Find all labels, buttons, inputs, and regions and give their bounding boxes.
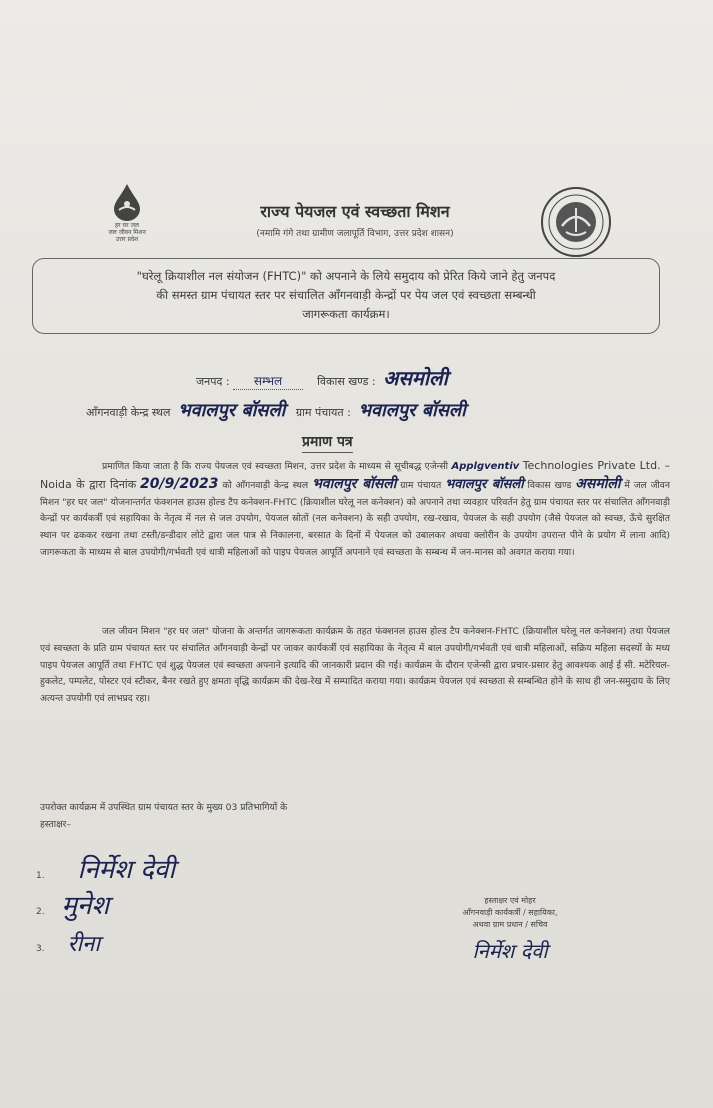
sign-block-line-2: आँगनवाड़ी कार्यकर्त्री / सहायिका, <box>462 908 558 917</box>
jal-jeevan-mission-logo <box>92 182 162 243</box>
centre-name: भवालपुर बॉसली <box>311 475 397 492</box>
logo-text-3: उत्तर प्रदेश <box>115 236 139 243</box>
certificate-paragraph-1 <box>40 458 670 562</box>
participant-3-signature: रीना <box>67 932 101 957</box>
participant-2-num: 2. <box>36 907 45 917</box>
block-name: असमोली <box>575 475 621 492</box>
p2-text: जल जीवन मिशन "हर घर जल" योजना के अन्तर्गत जागरूकता कार्यक्रम के तहत फंक्शनल हाउस होल्ड टैप कनेक्शन-FHTC (क्रियाशील घरेलू नल कनेक्शन) तथा पेयजल एवं स्वच्छता के प्रति ग्राम पंचायत स्तर पर संचालित आँगनवाड़ी केन्द्रों पर जाकर कार्यकर्त्री एवं सहायिका के नेतृत्व में बाल उपयोगी/गर्भवती एवं धात्री महिलाओं, सक्रिय महिला सदस्यों के मध्य पाइप पेयजल आपूर्ति तथा FHTC एवं शुद्ध पेयजल एवं स्वच्छता अपनाने इत्यादि की जानकारी प्रदान की गई। कार्यक्रम के दौरान एजेन्सी द्वारा प्रचार-प्रसार हेतु आवश्यक आई ई सी. मटेरियल-हुकलेट, पम्पलेट, पोस्टर एवं स्टीकर, बैनर रखते हुए क्षमता वृद्धि कार्यक्रम की देख-रेख में सम्पादित कराया गया। कार्यक्रम पेयजल एवं स्वच्छता से सम्बन्धित होने के साथ ही जन-समुदाय के लिए अत्यन्त उपयोगी एवं लाभप्रद रहा। <box>40 626 670 705</box>
p3-text-b: हस्ताक्षर– <box>40 818 72 830</box>
gram-panchayat-label: ग्राम पंचायत : <box>295 406 351 419</box>
official-sign-block <box>430 895 590 963</box>
participant-1 <box>36 850 175 886</box>
certificate-paragraph-3 <box>40 800 670 834</box>
p1-text-f: में जल जीवन मिशन "हर घर जल" योजनान्तर्गत फंक्शनल हाउस होल्ड टैप कनेक्शन-FHTC (क्रियाशील घरेलू नल कनेक्शन) को अपनाने तथा व्यवहार परिवर्तन हेतु ग्राम पंचायत स्तर पर संचालित आँगनवाड़ी केन्द्रों पर कार्यकर्त्री एवं सहायिका के नेतृत्व में नल से जल उपयोग, पेयजल स्रोतों (नल कनेक्शन) के सही उपयोग, रख-रखाव, पेयजल के सही उपयोग (जैसे पेयजल को स्वच्छ, ऊँचे सुरक्षित स्थान पर ढककर रखना तथा टस्ती/डन्डीदार लोटे द्वारा जल पात्र से निकालना, बरसात के दिनों में पेयजल को उबालकर अथवा क्लोरीन के उपयोग उपरान्त पीने के प्रयोग में लाना आदि) जागरूकता के माध्यम से बाल उपयोगी/गर्भवती एवं धात्री महिलाओं को पाइप पेयजल आपूर्ति अपनाने एवं स्वच्छता के सम्बन्ध में जन-मानस को अवगत कराया गया। <box>40 479 671 558</box>
gp-name: भवालपुर बॉसली <box>445 476 524 492</box>
p1-text-d: ग्राम पंचायत <box>400 479 442 491</box>
certificate-heading: प्रमाण पत्र <box>302 432 353 453</box>
page-title: राज्य पेयजल एवं स्वच्छता मिशन <box>260 202 450 221</box>
agency-name: Applgventiv <box>451 461 520 472</box>
p1-text-e: विकास खण्ड <box>527 479 572 491</box>
sign-block-line-3: अथवा ग्राम प्रधान / सचिव <box>472 920 548 929</box>
participant-2 <box>36 886 109 922</box>
janpad-value: सम्भल <box>233 372 303 390</box>
sign-block-line-1: हस्ताक्षर एवं मोहर <box>484 896 536 905</box>
logo-text-2: जल जीवन मिशन <box>108 229 146 236</box>
certificate-paragraph-2 <box>40 624 670 708</box>
participant-3-num: 3. <box>36 944 45 954</box>
participant-2-signature: मुनेश <box>61 891 110 921</box>
participant-3 <box>36 928 100 958</box>
up-government-seal-icon <box>540 186 612 262</box>
official-signature: निर्मेश देवी <box>472 939 548 963</box>
program-title-banner <box>32 258 660 334</box>
logo-text-1: हर घर जल <box>115 222 139 229</box>
anganwadi-row <box>86 398 466 422</box>
header-title-block <box>190 200 520 239</box>
gram-panchayat-value: भवालपुर बॉसली <box>358 400 466 421</box>
participant-1-signature: निर्मेश देवी <box>77 855 176 885</box>
anganwadi-value: भवालपुर बॉसली <box>177 400 286 421</box>
p1-text-a: प्रमाणित किया जाता है कि राज्य पेयजल एवं स्वच्छता मिशन, उत्तर प्रदेश के माध्यम से सूचीबद्ध एजेन्सी <box>102 461 449 472</box>
page-subtitle: (नमामि गंगे तथा ग्रामीण जलापूर्ति विभाग, उत्तर प्रदेश शासन) <box>256 229 454 239</box>
water-drop-icon <box>109 182 145 222</box>
banner-line-1: "घरेलू क्रियाशील नल संयोजन (FHTC)" को अपनाने के लिये समुदाय को प्रेरित किये जाने हेतु जनपद <box>136 269 556 283</box>
vikas-khand-label: विकास खण्ड : <box>317 375 376 388</box>
p1-text-b: Technologies Private Ltd. – Noida के द्वारा दिनांक <box>40 459 671 491</box>
banner-line-2: की समस्त ग्राम पंचायत स्तर पर संचालित आँगनवाड़ी केन्द्रों पर पेय जल एवं स्वच्छता सम्बन्धी <box>156 288 536 302</box>
program-date: 20/9/2023 <box>140 475 219 492</box>
anganwadi-label: आँगनवाड़ी केन्द्र स्थल <box>86 406 171 419</box>
participant-1-num: 1. <box>36 871 45 881</box>
janpad-label: जनपद : <box>196 375 230 388</box>
banner-line-3: जागरूकता कार्यक्रम। <box>302 307 390 321</box>
janpad-row <box>196 364 448 391</box>
p3-text-a: उपरोक्त कार्यक्रम में उपस्थित ग्राम पंचायत स्तर के मुख्य 03 प्रतिभागियों के <box>40 802 288 813</box>
p1-text-c: को आँगनवाड़ी केन्द्र स्थल <box>222 479 309 491</box>
vikas-khand-value: असमोली <box>383 366 448 390</box>
